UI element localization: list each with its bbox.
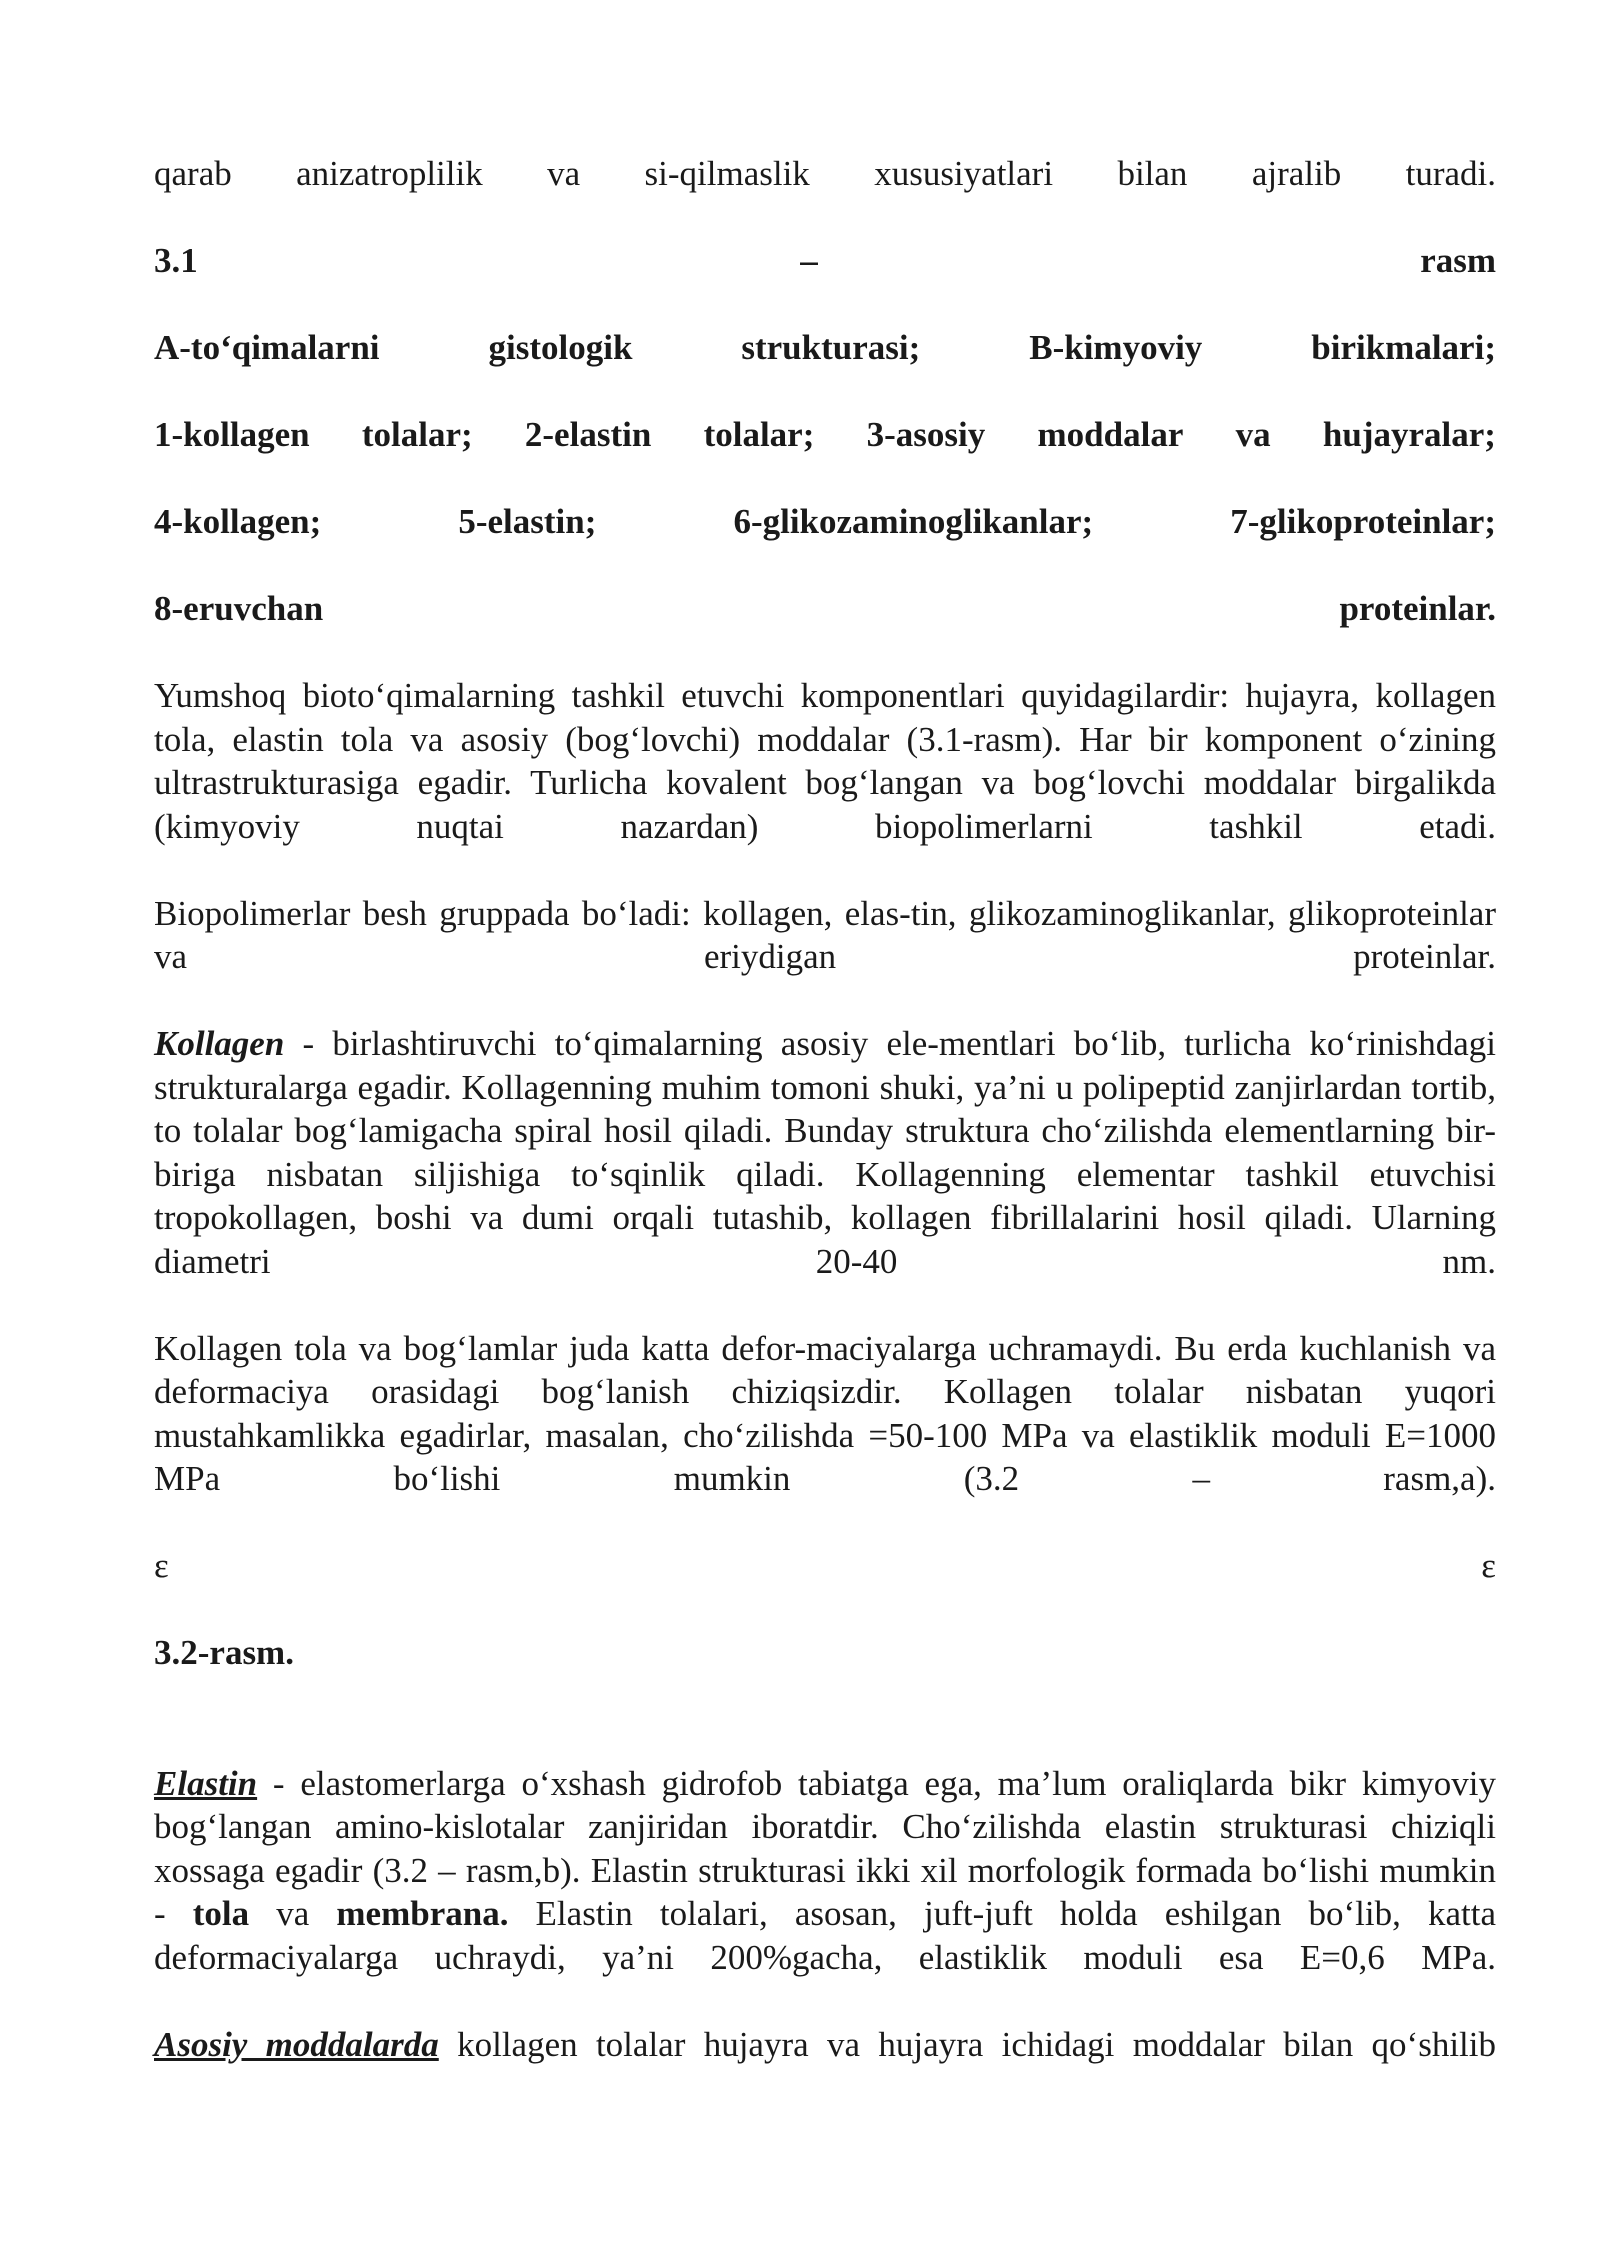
figure-caption-3-2: 3.2-rasm.: [154, 1633, 294, 1672]
caption-word: tolalar;: [703, 415, 815, 454]
document-page: [154, 152, 1496, 2066]
paragraph-continuation: qarab anizatroplilik va si-qilmaslik xususiyatlari bilan ajralib turadi.: [154, 154, 1496, 193]
paragraph-collagen-mechanics: Kollagen tola va bog‘lamlar juda katta defor-maciyalarga uchramaydi. Bu erda kuchlanish va deformaciya orasidagi bog‘lanish chiziqsizdir. Kollagen tolalar nisbatan yuqori mustahkamlikka egadirlar, masalan, cho‘zilishda =50-100 MPa va elastiklik moduli E=1000 MPa bo‘lishi mumkin (3.2 – rasm,a).: [154, 1328, 1496, 1498]
epsilon-symbol-left: ε: [154, 1546, 169, 1585]
caption-word: gistologik: [488, 328, 633, 367]
caption-dash: –: [800, 241, 818, 280]
paragraph-elastin-text-mid: va: [249, 1894, 337, 1933]
caption-word: proteinlar.: [1339, 589, 1496, 628]
figure-caption-3-1-legend-3: [154, 587, 1496, 631]
figure-3-2-axis-symbols: [154, 1544, 1496, 1588]
caption-word: birikmalari;: [1311, 328, 1496, 367]
caption-word: 5-elastin;: [458, 502, 597, 541]
caption-word: B-kimyoviy: [1029, 328, 1203, 367]
figure-caption-3-1-legend-2: [154, 500, 1496, 544]
paragraph-ground-substance-text: kollagen tolalar hujayra va hujayra ichidagi moddalar bilan qo‘shilib: [438, 2024, 1496, 2064]
paragraph-components: Yumshoq bioto‘qimalarning tashkil etuvchi komponentlari quyidagilardir: hujayra, kollagen tola, elastin tola va asosiy (bog‘lovchi) moddalar (3.1-rasm). Har bir komponent o‘zining ultrastrukturasiga egadir. Turlicha kovalent bog‘langan va bog‘lovchi moddalar birgalikda (kimyoviy nuqtai nazardan) biopolimerlarni tashkil etadi.: [154, 676, 1496, 846]
caption-word: 4-kollagen;: [154, 502, 322, 541]
caption-word: A-to‘qimalarni: [154, 328, 380, 367]
caption-word: moddalar: [1037, 415, 1184, 454]
paragraph-collagen: [154, 1022, 1496, 1283]
bold-tola: tola: [192, 1894, 250, 1933]
term-elastin: Elastin: [154, 1763, 258, 1803]
caption-word: tolalar;: [361, 415, 473, 454]
caption-word: hujayralar;: [1322, 415, 1496, 454]
paragraph-elastin-text-a: - elastomerlarga o‘xshash gidrofob tabiatga ega, ma’lum oraliqlarda bikr kimyoviy bog‘langan amino-kislotalar zanjiridan iboratdir. Cho‘zilishda elastin strukturasi chiziqli xossaga egadir (3.2 – rasm,b). Elastin strukturasi ikki xil morfologik formada bo‘lishi mumkin -: [154, 1763, 1496, 1933]
caption-rasm-word: rasm: [1420, 241, 1496, 280]
term-collagen: Kollagen: [154, 1024, 285, 1063]
paragraph-elastin: [154, 1762, 1496, 1980]
caption-word: 3-asosiy: [866, 415, 986, 454]
caption-word: 6-glikozaminoglikanlar;: [733, 502, 1094, 541]
paragraph-collagen-text: - birlashtiruvchi to‘qimalarning asosiy ele-mentlari bo‘lib, turlicha ko‘rinishdagi strukturalarga egadir. Kollagenning muhim tomoni shuki, ya’ni u polipeptid zanjirlardan tortib, to tolalar bog‘lamigacha spiral hosil qiladi. Bunday struktura cho‘zilishda elementlarning bir-biriga nisbatan siljishiga to‘sqinlik qiladi. Kollagenning elementar tashkil etuvchisi tropokollagen, boshi va dumi orqali tutashib, kollagen fibrillalarini hosil qiladi. Ularning diametri 20-40 nm.: [154, 1024, 1496, 1281]
caption-word: 2-elastin: [524, 415, 652, 454]
caption-word: va: [1235, 415, 1271, 454]
figure-caption-3-1-legend-1: [154, 413, 1496, 457]
paragraph-elastin-text-c: Elastin tolalari, asosan, juft-juft holda eshilgan bo‘lib, katta deformaciyalarga uchraydi, ya’ni 200%gacha, elastiklik moduli esa E=0,6 MPa.: [154, 1894, 1496, 1977]
caption-figure-number: 3.1: [154, 241, 198, 280]
paragraph-ground-substance: [154, 2023, 1496, 2067]
figure-caption-3-1-parts: [154, 326, 1496, 370]
caption-word: 1-kollagen: [154, 415, 310, 454]
caption-word: strukturasi;: [741, 328, 921, 367]
figure-caption-3-1-title: [154, 239, 1496, 283]
bold-membrana: membrana.: [336, 1894, 509, 1933]
epsilon-symbol-right: ε: [1481, 1546, 1496, 1585]
term-ground-substance: Asosiy moddalarda: [154, 2024, 439, 2064]
caption-word: 8-eruvchan: [154, 589, 324, 628]
caption-word: 7-glikoproteinlar;: [1230, 502, 1496, 541]
paragraph-biopolymers: Biopolimerlar besh gruppada bo‘ladi: kollagen, elas-tin, glikozaminoglikanlar, glikoproteinlar va eriydigan proteinlar.: [154, 893, 1496, 976]
